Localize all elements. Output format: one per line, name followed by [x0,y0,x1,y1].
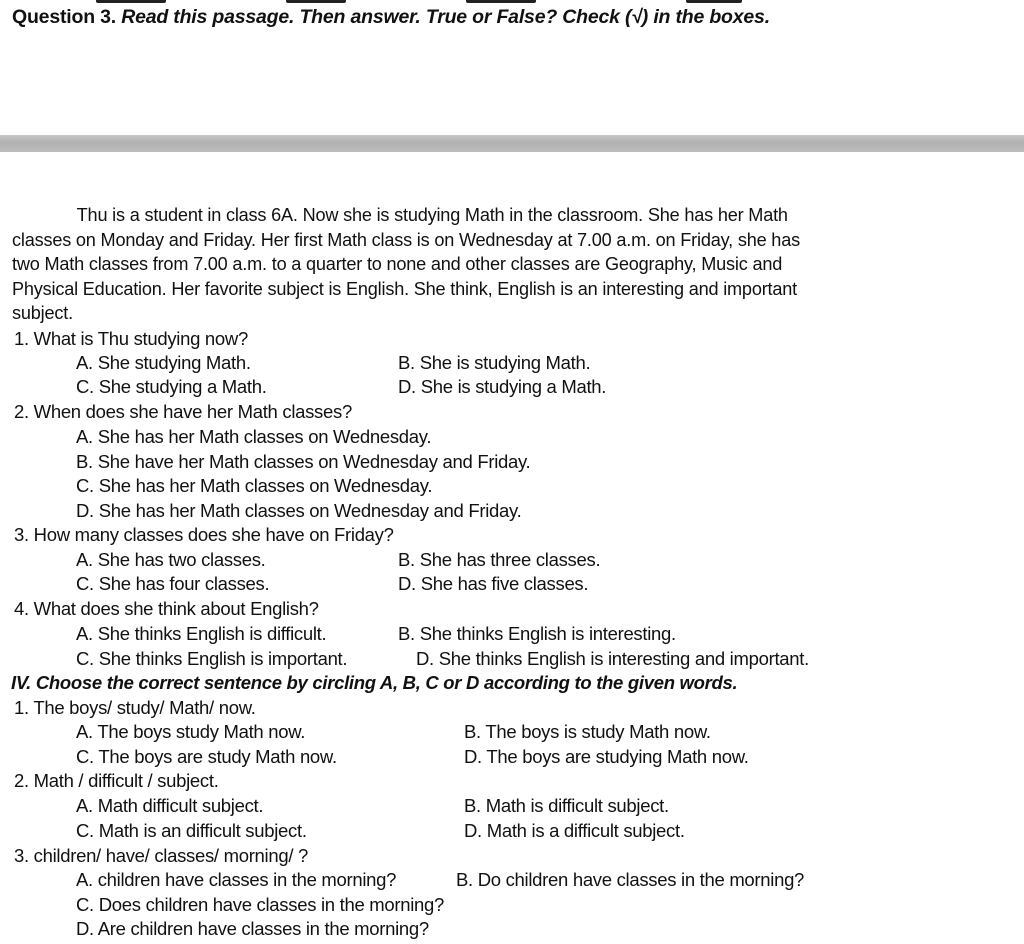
sentence-1-option-c: C. The boys are study Math now. [76,746,337,767]
question-3-heading [12,6,770,29]
option-4d: D. She thinks English is interesting and important. [416,648,809,669]
option-1b: B. She is studying Math. [398,352,591,373]
gray-separator-bar [0,135,1024,152]
question-3-instruction: Read this passage. Then answer. True or False? Check (√) in the boxes. [121,6,770,28]
option-3b: B. She has three classes. [398,549,601,570]
option-2b: B. She have her Math classes on Wednesday and Friday. [76,451,531,472]
section-4-heading: IV. Choose the correct sentence by circling A, B, C or D according to the given words. [11,672,738,693]
passage-line: Physical Education. Her favorite subject is English. She think, English is an interesting and important [12,277,798,299]
question-4: 4. What does she think about English? [14,598,319,619]
question-2: 2. When does she have her Math classes? [14,401,352,422]
option-1c: C. She studying a Math. [76,376,267,397]
option-2c: C. She has her Math classes on Wednesday. [76,475,433,496]
passage-line: subject. [12,302,73,323]
sentence-3-option-a: A. children have classes in the morning? [76,869,397,890]
sentence-1-option-b: B. The boys is study Math now. [464,721,711,742]
option-4b: B. She thinks English is interesting. [398,623,676,644]
option-4c: C. She thinks English is important. [76,648,348,669]
sentence-1-option-a: A. The boys study Math now. [76,721,306,742]
reading-passage [12,203,990,326]
option-3d: D. She has five classes. [398,573,589,594]
option-1d: D. She is studying a Math. [398,376,607,397]
previous-content-fragment [0,0,1024,4]
question-3: 3. How many classes does she have on Friday? [14,524,394,545]
passage-line: two Math classes from 7.00 a.m. to a quarter to none and other classes are Geography, Music and [12,253,783,274]
passage-line: Thu is a student in class 6A. Now she is studying Math in the classroom. She has her Math [76,204,788,225]
sentence-3-option-d: D. Are children have classes in the morning? [76,918,429,939]
sentence-2-option-d: D. Math is a difficult subject. [464,820,685,841]
option-4a: A. She thinks English is difficult. [76,623,327,644]
sentence-2-option-b: B. Math is difficult subject. [464,795,669,816]
option-2d: D. She has her Math classes on Wednesday and Friday. [76,500,522,521]
sentence-2-option-a: A. Math difficult subject. [76,795,264,816]
sentence-3-option-b: B. Do children have classes in the morning? [456,869,805,890]
option-1a: A. She studying Math. [76,352,251,373]
sentence-2-prompt: 2. Math / difficult / subject. [14,770,219,791]
sentence-3-option-c: C. Does children have classes in the morning? [76,894,444,915]
sentence-1-option-d: D. The boys are studying Math now. [464,746,749,767]
question-3-number: Question 3. [12,6,116,28]
question-1: 1. What is Thu studying now? [14,328,248,349]
passage-line: classes on Monday and Friday. Her first Math class is on Wednesday at 7.00 a.m. on Friday, she has [12,228,800,250]
sentence-2-option-c: C. Math is an difficult subject. [76,820,307,841]
option-3a: A. She has two classes. [76,549,266,570]
option-2a: A. She has her Math classes on Wednesday. [76,426,432,447]
option-3c: C. She has four classes. [76,573,270,594]
sentence-3-prompt: 3. children/ have/ classes/ morning/ ? [14,845,309,866]
sentence-1-prompt: 1. The boys/ study/ Math/ now. [14,697,256,718]
